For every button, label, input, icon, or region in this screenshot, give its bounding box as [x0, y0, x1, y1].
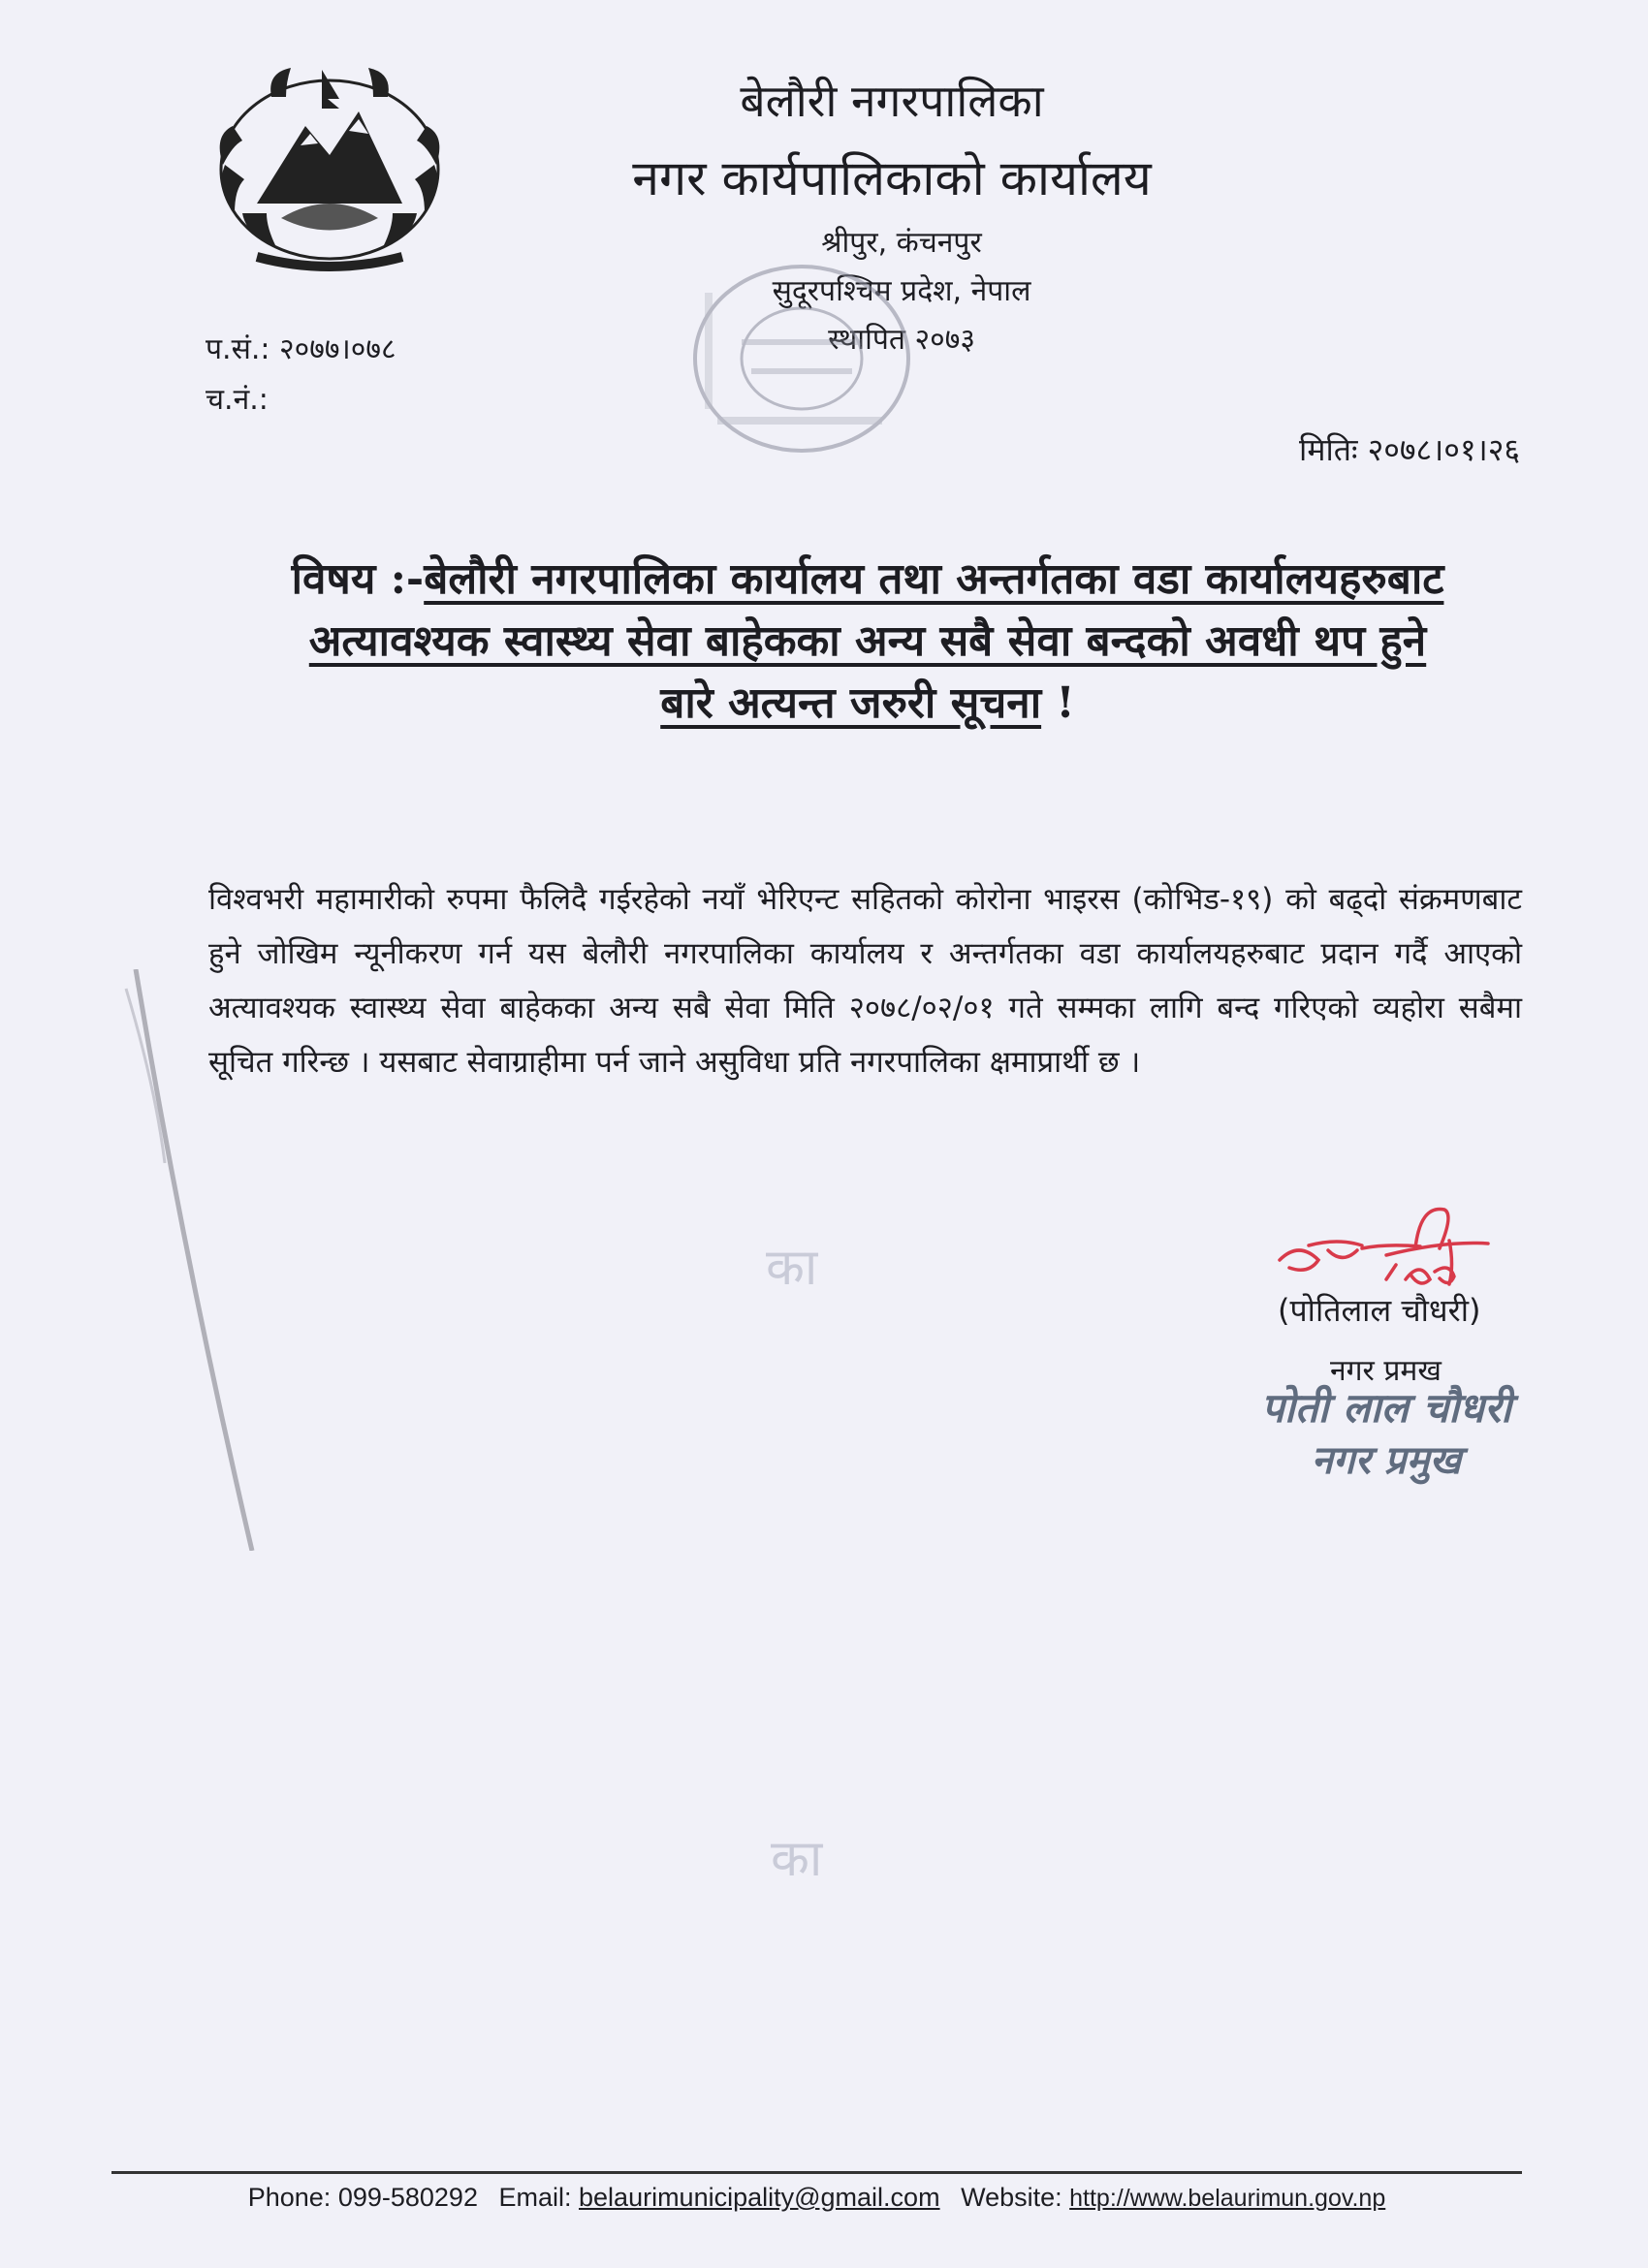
signatory-name: (पोतिलाल चौधरी): [1278, 1292, 1481, 1329]
stamp-title: नगर प्रमुख: [1311, 1438, 1462, 1483]
notice-body: विश्वभरी महामारीको रुपमा फैलिदै गईरहेको नयाँ भेरिएन्ट सहितको कोरोना भाइरस (कोभिड-१९) को बढ्दो संक्रमणबाट हुने जोखिम न्यूनीकरण गर्न यस बेलौरी नगरपालिका कार्यालय र अन्तर्गतका वडा कार्यालयहरुबाट प्रदान गर्दै आएको अत्यावश्यक स्वास्थ्य सेवा बाहेकका अन्य सबै सेवा मिति २०७८/०२/०१ गते सम्मका लागि बन्द गरिएको व्यहोरा सबैमा सूचित गरिन्छ । यसबाट सेवाग्राहीमा पर्न जाने असुविधा प्रति नगरपालिका क्षमाप्रार्थी छ ।: [208, 882, 1522, 1080]
signatory-title: नगर प्रमख: [1330, 1354, 1442, 1388]
subject-suffix: !: [1056, 678, 1075, 728]
office-name: नगर कार्यपालिकाको कार्यालय: [632, 150, 1152, 206]
subject-line-3: [223, 673, 1512, 735]
address-line-2: सुदूरपश्चिम प्रदेश, नेपाल: [772, 274, 1031, 308]
website-label: Website:: [961, 2183, 1062, 2212]
office-seal-stamp: [683, 254, 921, 462]
subject-heading: [223, 549, 1512, 735]
scan-streak: [116, 969, 271, 1551]
subject-text-1: बेलौरी नगरपालिका कार्यालय तथा अन्तर्गतका वडा कार्यालयहरुबाट: [424, 554, 1444, 604]
email-link[interactable]: belaurimunicipality@gmail.com: [579, 2183, 940, 2212]
phone-number: 099-580292: [337, 2183, 478, 2212]
ghost-mark-2: का: [771, 1830, 823, 1888]
mayor-rubber-stamp: [1231, 1381, 1541, 1497]
municipality-name: बेलौरी नगरपालिका: [740, 75, 1044, 127]
website-link[interactable]: http://www.belaurimun.gov.np: [1069, 2185, 1386, 2212]
letter-number: प.सं.: २०७७।०७८: [206, 332, 396, 366]
nepal-emblem-icon: [204, 58, 456, 276]
phone-label: Phone:: [247, 2183, 332, 2212]
address-line-1: श्रीपुर, कंचनपुर: [821, 226, 982, 260]
email-label: Email:: [498, 2183, 572, 2212]
ghost-mark-1: का: [766, 1239, 818, 1297]
letter-date: मितिः २०७८।०१।२६: [1299, 431, 1520, 468]
stamp-name: पोती लाल चौधरी: [1260, 1384, 1512, 1432]
dispatch-number: च.नं.:: [206, 383, 269, 417]
subject-text-3: बारे अत्यन्त जरुरी सूचना: [660, 678, 1042, 728]
subject-line-1: [223, 549, 1512, 611]
subject-text-2: अत्यावश्यक स्वास्थ्य सेवा बाहेकका अन्य सबै सेवा बन्दको अवधी थप हुने: [308, 616, 1427, 666]
subject-prefix: विषय :-: [291, 554, 425, 604]
subject-line-2: [223, 611, 1512, 673]
contact-footer: [111, 2173, 1522, 2221]
established-year: स्थापित २०७३: [828, 323, 975, 357]
